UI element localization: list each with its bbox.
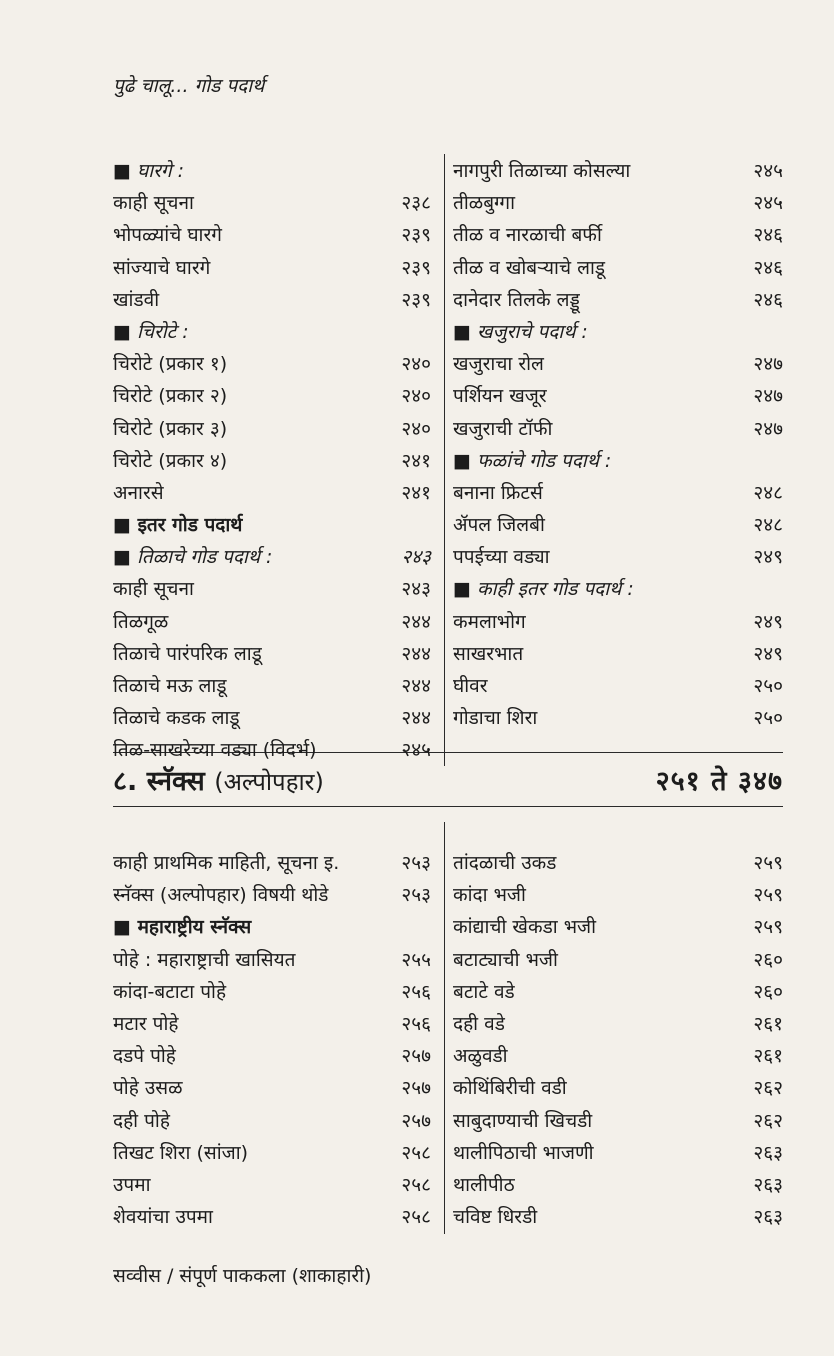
toc-entry (113, 702, 431, 734)
toc-entry-title: दही वडे (453, 1012, 505, 1035)
toc-entry (113, 1040, 431, 1072)
toc-entry-title: थालीपिठाची भाजणी (453, 1141, 594, 1164)
toc-entry-page: २४० (401, 417, 431, 440)
toc-entry-title: उपमा (113, 1173, 151, 1196)
toc-entry-title: खजुराचा रोल (453, 353, 544, 376)
toc-entry (113, 316, 431, 348)
toc-entry-page: २५० (753, 707, 783, 730)
toc-entry (453, 413, 783, 445)
toc-entry-title: नागपुरी तिळाच्या कोसल्या (453, 160, 631, 182)
toc-entry (113, 445, 431, 477)
toc-entry (453, 155, 783, 187)
toc-entry (113, 155, 431, 187)
toc-entry-title: चिरोटे (प्रकार १) (113, 353, 228, 376)
toc-entry (453, 670, 783, 702)
toc-entry-page: २३८ (401, 192, 431, 215)
toc-entry-page: २४५ (401, 739, 431, 762)
toc-entry (113, 1008, 431, 1040)
toc-entry-page: २५६ (401, 1012, 431, 1035)
toc-entry (113, 573, 431, 605)
toc-entry (113, 944, 431, 976)
toc-entry (113, 911, 431, 943)
toc-entry-title: खांडवी (113, 288, 160, 311)
toc-entry-title: कमलाभोग (453, 610, 526, 633)
toc-entry-page: २४८ (753, 514, 783, 537)
toc-entry-title: पोहे उसळ (113, 1077, 183, 1100)
toc-entry-title: चविष्ट धिरडी (453, 1206, 538, 1229)
toc-entry-title: तिळगूळ (113, 610, 169, 633)
toc-entry-title: साबुदाण्याची खिचडी (453, 1109, 593, 1132)
chapter-subtitle: (अल्पोपहार) (214, 767, 324, 796)
toc-entry-title: कांदा भजी (453, 884, 526, 907)
toc-entry (113, 284, 431, 316)
toc-entry-title: ■ चिरोटे : (113, 320, 189, 343)
toc-entry (113, 1105, 431, 1137)
chapter-bottom-rule (113, 806, 783, 807)
toc-entry-title: मटार पोहे (113, 1012, 179, 1035)
toc-entry-title: ■ तिळाचे गोड पदार्थ : (113, 546, 273, 569)
toc-entry-title: चिरोटे (प्रकार ३) (113, 417, 228, 440)
toc-entry (453, 509, 783, 541)
toc-entry (453, 976, 783, 1008)
toc-entry (113, 976, 431, 1008)
toc-entry (113, 252, 431, 284)
toc-entry (453, 1008, 783, 1040)
toc-entry (113, 380, 431, 412)
toc-entry (453, 1072, 783, 1104)
toc-entry-title: चिरोटे (प्रकार २) (113, 385, 228, 408)
toc-entry-page: २६० (753, 948, 783, 971)
toc-entry-page: २४७ (753, 385, 783, 408)
toc-entry (453, 879, 783, 911)
toc-entry (113, 477, 431, 509)
toc-entry-page: २४७ (753, 353, 783, 376)
running-header: पुढे चालू... गोड पदार्थ (113, 75, 265, 97)
toc-entry-title: पोहे : महाराष्ट्राची खासियत (113, 948, 296, 971)
toc-entry (453, 187, 783, 219)
toc-entry (113, 1169, 431, 1201)
toc-entry-page: २४० (401, 385, 431, 408)
toc-entry-page: २५९ (753, 884, 783, 907)
toc-entry-page: २४६ (753, 224, 783, 247)
toc-entry-page: २४९ (753, 642, 783, 665)
toc-entry-title: दही पोहे (113, 1109, 170, 1132)
toc-entry-title: ■ महाराष्ट्रीय स्नॅक्स (113, 916, 252, 939)
toc-entry-title: काही सूचना (113, 192, 194, 215)
toc-entry (113, 541, 431, 573)
toc-entry-title: दानेदार तिलके लड्डू (453, 288, 580, 311)
toc-entry-page: २६० (753, 980, 783, 1003)
toc-entry-title: गोडाचा शिरा (453, 707, 538, 730)
toc-entry-title: तिळ-साखरेच्या वड्या (विदर्भ) (113, 739, 317, 762)
toc-entry (453, 1137, 783, 1169)
toc-entry (453, 252, 783, 284)
chapter-heading (113, 754, 783, 804)
toc-entry-page: २४५ (753, 160, 783, 182)
toc-entry-title: तीळ व नारळाची बर्फी (453, 224, 602, 247)
toc-entry-page: २४९ (753, 546, 783, 569)
toc-entry (113, 413, 431, 445)
toc-entry-page: २४९ (753, 610, 783, 633)
toc-entry-title: पर्शियन खजूर (453, 385, 547, 408)
toc-entry-page: २४६ (753, 288, 783, 311)
toc-entry (113, 509, 431, 541)
toc-entry-page: २६१ (753, 1012, 783, 1035)
toc-entry (453, 316, 783, 348)
toc-entry (453, 638, 783, 670)
toc-entry-page: २५९ (753, 916, 783, 939)
chapter-page-range: २५१ ते ३४७ (655, 765, 783, 797)
toc-entry-page: २३९ (401, 256, 431, 279)
toc-entry-page: २५६ (401, 980, 431, 1003)
toc-entry (453, 944, 783, 976)
toc-entry-title: कांद्याची खेकडा भजी (453, 916, 597, 939)
toc-entry-title: तीळबुग्गा (453, 192, 515, 215)
toc-entry (453, 445, 783, 477)
toc-entry (113, 670, 431, 702)
toc-entry-page: २५३ (401, 884, 431, 907)
toc-entry-title: अनारसे (113, 481, 164, 504)
toc-entry (453, 606, 783, 638)
toc-entry-title: घीवर (453, 675, 488, 697)
toc-entry-title: खजुराची टॉफी (453, 417, 553, 440)
toc-entry-title: पपईच्या वड्या (453, 546, 550, 569)
toc-entry (113, 606, 431, 638)
toc-entry-page: २६३ (753, 1141, 783, 1164)
toc-entry (453, 380, 783, 412)
toc-top-right-column (453, 155, 783, 734)
toc-entry-title: बटाटे वडे (453, 980, 515, 1003)
toc-entry (453, 1169, 783, 1201)
toc-entry-page: २५९ (753, 852, 783, 874)
toc-entry-page: २३९ (401, 288, 431, 311)
toc-entry-title: तिळाचे कडक लाडू (113, 707, 240, 730)
toc-entry (113, 1137, 431, 1169)
toc-entry-page: २४३ (401, 578, 431, 601)
top-column-divider (444, 154, 445, 766)
running-footer: सव्वीस / संपूर्ण पाककला (शाकाहारी) (113, 1265, 372, 1287)
toc-entry (453, 219, 783, 251)
toc-entry-title: दडपे पोहे (113, 1045, 176, 1068)
toc-entry-title: थालीपीठ (453, 1173, 515, 1196)
toc-entry-page: २६१ (753, 1045, 783, 1068)
toc-entry-page: २४४ (401, 707, 431, 730)
toc-entry-title: तिळाचे पारंपरिक लाडू (113, 642, 262, 665)
toc-entry-page: २६३ (753, 1173, 783, 1196)
toc-entry-title: ■ खजुराचे पदार्थ : (453, 320, 588, 343)
toc-entry-page: २५७ (401, 1045, 431, 1068)
toc-entry (113, 879, 431, 911)
toc-entry-title: ■ फळांचे गोड पदार्थ : (453, 449, 612, 472)
chapter-title-text: ८. स्नॅक्स (113, 765, 205, 797)
toc-entry (453, 348, 783, 380)
toc-entry-title: काही प्राथमिक माहिती, सूचना इ. (113, 852, 340, 874)
toc-entry (453, 284, 783, 316)
toc-entry-title: तिळाचे मऊ लाडू (113, 675, 227, 697)
bottom-column-divider (444, 822, 445, 1234)
toc-entry (453, 1201, 783, 1233)
toc-entry (113, 1072, 431, 1104)
toc-entry-page: २५७ (401, 1109, 431, 1132)
toc-entry (453, 1105, 783, 1137)
toc-entry-page: २४५ (753, 192, 783, 215)
toc-entry (113, 1201, 431, 1233)
toc-bottom-right-column (453, 847, 783, 1233)
toc-entry (453, 702, 783, 734)
toc-entry-title: ■ इतर गोड पदार्थ (113, 514, 243, 537)
toc-entry (113, 219, 431, 251)
toc-entry-title: भोपळ्यांचे घारगे (113, 224, 222, 247)
toc-entry-page: २४१ (401, 481, 431, 504)
toc-entry (453, 541, 783, 573)
toc-entry-title: कोथिंबिरीची वडी (453, 1077, 567, 1100)
toc-entry-page: २५० (753, 675, 783, 697)
toc-entry-page: २३९ (401, 224, 431, 247)
toc-entry-page: २५८ (401, 1173, 431, 1196)
toc-entry-title: तांदळाची उकड (453, 852, 557, 874)
toc-entry (113, 348, 431, 380)
toc-entry-page: २४३ (401, 546, 431, 569)
toc-entry-title: बनाना फ्रिटर्स (453, 481, 543, 504)
toc-entry (453, 847, 783, 879)
toc-entry-title: काही सूचना (113, 578, 194, 601)
toc-entry-page: २५८ (401, 1141, 431, 1164)
toc-entry-page: २४६ (753, 256, 783, 279)
toc-entry (453, 477, 783, 509)
toc-entry-page: २४० (401, 353, 431, 376)
toc-entry-page: २६२ (753, 1109, 783, 1132)
toc-entry (453, 1040, 783, 1072)
toc-entry-page: २४७ (753, 417, 783, 440)
toc-entry-title: तिखट शिरा (सांजा) (113, 1141, 249, 1164)
toc-entry-title: ■ काही इतर गोड पदार्थ : (453, 578, 634, 601)
toc-entry-page: २६३ (753, 1206, 783, 1229)
toc-entry-title: शेवयांचा उपमा (113, 1206, 213, 1229)
toc-entry-title: साखरभात (453, 642, 524, 665)
toc-entry (113, 847, 431, 879)
toc-entry-title: स्नॅक्स (अल्पोपहार) विषयी थोडे (113, 884, 329, 907)
toc-entry-title: तीळ व खोबऱ्याचे लाडू (453, 256, 606, 279)
toc-bottom-left-column (113, 847, 431, 1233)
toc-top-left-column (113, 155, 431, 767)
toc-entry-title: बटाट्याची भजी (453, 948, 558, 971)
toc-entry-page: २४८ (753, 481, 783, 504)
toc-entry-page: २५३ (401, 852, 431, 874)
toc-entry-page: २५८ (401, 1206, 431, 1229)
toc-entry-page: २४४ (401, 642, 431, 665)
toc-entry-page: २४४ (401, 675, 431, 697)
toc-entry-title: सांज्याचे घारगे (113, 256, 211, 279)
toc-entry (113, 187, 431, 219)
toc-entry-title: कांदा-बटाटा पोहे (113, 980, 227, 1003)
toc-entry-title: ■ घारगे : (113, 160, 185, 182)
toc-entry-page: २६२ (753, 1077, 783, 1100)
toc-entry (453, 911, 783, 943)
toc-entry-title: चिरोटे (प्रकार ४) (113, 449, 228, 472)
toc-entry (113, 638, 431, 670)
toc-entry-page: २४४ (401, 610, 431, 633)
toc-entry-page: २५५ (401, 948, 431, 971)
toc-entry-page: २५७ (401, 1077, 431, 1100)
chapter-title (113, 761, 324, 798)
toc-entry-page: २४१ (401, 449, 431, 472)
toc-entry-title: अळुवडी (453, 1045, 508, 1068)
toc-entry (453, 573, 783, 605)
toc-entry-title: ॲपल जिलबी (453, 514, 545, 537)
